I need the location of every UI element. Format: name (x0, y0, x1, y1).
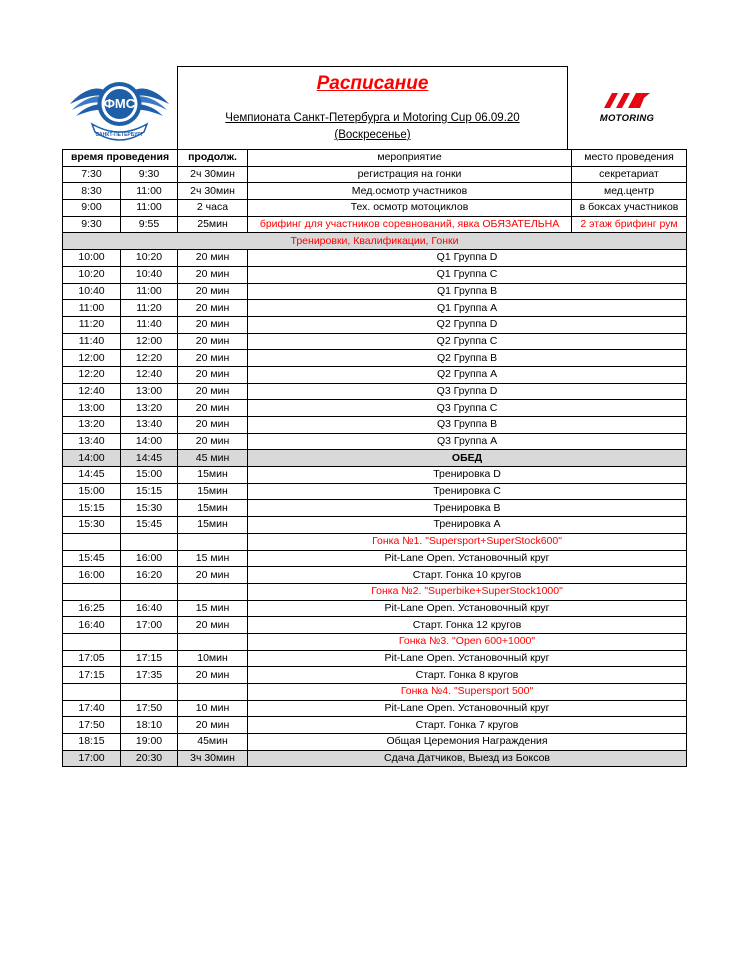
start-time: 17:50 (63, 717, 121, 734)
race-end-cell (121, 684, 178, 701)
start-time: 11:20 (63, 316, 121, 333)
start-time: 17:15 (63, 667, 121, 684)
table-row (63, 333, 687, 350)
end-time: 9:30 (121, 166, 178, 183)
event-name: Тренировка C (248, 483, 687, 500)
event-name: Тренировка D (248, 467, 687, 484)
table-row (63, 667, 687, 684)
event-name: Старт. Гонка 10 кругов (248, 567, 687, 584)
duration: 20 мин (178, 667, 248, 684)
race-start-cell (63, 533, 121, 550)
end-time: 12:20 (121, 350, 178, 367)
duration: 45 мин (178, 450, 248, 467)
table-row (63, 550, 687, 567)
fms-logo (62, 66, 177, 149)
duration: 20 мин (178, 350, 248, 367)
event-name: Старт. Гонка 8 кругов (248, 667, 687, 684)
end-time: 13:00 (121, 383, 178, 400)
race-title: Гонка №1. "Supersport+SuperStock600" (248, 533, 687, 550)
table-row (63, 183, 687, 200)
race-end-cell (121, 533, 178, 550)
column-header-time: время проведения (63, 150, 178, 167)
start-time: 17:05 (63, 650, 121, 667)
schedule-header (62, 66, 686, 149)
event-name: Q1 Группа A (248, 300, 687, 317)
event-name: Тренировка B (248, 500, 687, 517)
table-row (63, 700, 687, 717)
end-time: 14:00 (121, 433, 178, 450)
table-row (63, 166, 687, 183)
table-row (63, 250, 687, 267)
table-row (63, 400, 687, 417)
race-start-cell (63, 633, 121, 650)
end-time: 15:30 (121, 500, 178, 517)
duration: 2ч 30мин (178, 166, 248, 183)
duration: 20 мин (178, 316, 248, 333)
end-time: 17:35 (121, 667, 178, 684)
start-time: 18:15 (63, 734, 121, 751)
race-dur-cell (178, 583, 248, 600)
race-title: Гонка №4. "Supersport 500" (248, 684, 687, 701)
race-header-row (63, 633, 687, 650)
event-name: брифинг для участников соревнований, явка ОБЯЗАТЕЛЬНА (248, 216, 572, 233)
start-time: 15:15 (63, 500, 121, 517)
end-time: 17:50 (121, 700, 178, 717)
event-name: Тех. осмотр мотоциклов (248, 200, 572, 217)
start-time: 16:00 (63, 567, 121, 584)
start-time: 10:00 (63, 250, 121, 267)
start-time: 9:30 (63, 216, 121, 233)
header-title-box (177, 66, 568, 149)
event-name: Q3 Группа A (248, 433, 687, 450)
event-name: регистрация на гонки (248, 166, 572, 183)
section-row (63, 233, 687, 250)
duration: 20 мин (178, 266, 248, 283)
start-time: 12:20 (63, 366, 121, 383)
event-name: Общая Церемония Награждения (248, 734, 687, 751)
end-time: 12:40 (121, 366, 178, 383)
start-time: 15:45 (63, 550, 121, 567)
event-name: Pit-Lane Open. Установочный круг (248, 550, 687, 567)
table-row (63, 483, 687, 500)
race-title: Гонка №3. "Open 600+1000" (248, 633, 687, 650)
event-name: ОБЕД (248, 450, 687, 467)
race-header-row (63, 533, 687, 550)
table-row (63, 433, 687, 450)
start-time: 13:00 (63, 400, 121, 417)
race-end-cell (121, 633, 178, 650)
table-row (63, 450, 687, 467)
page-title: Расписание (316, 73, 429, 94)
end-time: 11:40 (121, 316, 178, 333)
end-time: 17:00 (121, 617, 178, 634)
start-time: 14:00 (63, 450, 121, 467)
table-row (63, 467, 687, 484)
event-name: Pit-Lane Open. Установочный круг (248, 700, 687, 717)
event-name: Мед.осмотр участников (248, 183, 572, 200)
start-time: 9:00 (63, 200, 121, 217)
start-time: 11:40 (63, 333, 121, 350)
end-time: 17:15 (121, 650, 178, 667)
end-time: 11:00 (121, 283, 178, 300)
table-row (63, 383, 687, 400)
table-row (63, 350, 687, 367)
table-row (63, 216, 687, 233)
table-row (63, 617, 687, 634)
event-name: Сдача Датчиков, Выезд из Боксов (248, 750, 687, 767)
event-name: Старт. Гонка 12 кругов (248, 617, 687, 634)
duration: 3ч 30мин (178, 750, 248, 767)
duration: 15 мин (178, 550, 248, 567)
start-time: 16:25 (63, 600, 121, 617)
event-name: Q1 Группа B (248, 283, 687, 300)
end-time: 16:00 (121, 550, 178, 567)
race-end-cell (121, 583, 178, 600)
race-header-row (63, 684, 687, 701)
duration: 20 мин (178, 567, 248, 584)
event-name: Q2 Группа B (248, 350, 687, 367)
schedule-table-body (63, 150, 687, 767)
table-row (63, 600, 687, 617)
table-row (63, 750, 687, 767)
race-title: Гонка №2. "Superbike+SuperStock1000" (248, 583, 687, 600)
duration: 20 мин (178, 250, 248, 267)
duration: 20 мин (178, 417, 248, 434)
event-name: Q1 Группа C (248, 266, 687, 283)
duration: 25мин (178, 216, 248, 233)
table-row (63, 283, 687, 300)
schedule-table (62, 149, 687, 767)
duration: 20 мин (178, 433, 248, 450)
column-header-event: мероприятие (248, 150, 572, 167)
end-time: 15:15 (121, 483, 178, 500)
table-row (63, 200, 687, 217)
duration: 15мин (178, 517, 248, 534)
duration: 15мин (178, 500, 248, 517)
event-name: Q3 Группа C (248, 400, 687, 417)
end-time: 13:40 (121, 417, 178, 434)
start-time: 12:40 (63, 383, 121, 400)
race-dur-cell (178, 533, 248, 550)
start-time: 17:00 (63, 750, 121, 767)
start-time: 15:00 (63, 483, 121, 500)
event-place: секретариат (572, 166, 687, 183)
start-time: 10:20 (63, 266, 121, 283)
table-row (63, 717, 687, 734)
table-header-row (63, 150, 687, 167)
table-row (63, 517, 687, 534)
event-name: Q3 Группа B (248, 417, 687, 434)
start-time: 13:40 (63, 433, 121, 450)
duration: 20 мин (178, 400, 248, 417)
page-subtitle: Чемпионата Санкт-Петербурга и Motoring Cup 06.09.20 (225, 112, 520, 124)
end-time: 11:20 (121, 300, 178, 317)
start-time: 12:00 (63, 350, 121, 367)
event-place: в боксах участников (572, 200, 687, 217)
fms-logo-caption: САНКТ-ПЕТЕРБУРГ (95, 132, 144, 138)
race-header-row (63, 583, 687, 600)
table-row (63, 417, 687, 434)
start-time: 10:40 (63, 283, 121, 300)
duration: 20 мин (178, 717, 248, 734)
duration: 20 мин (178, 283, 248, 300)
end-time: 15:00 (121, 467, 178, 484)
end-time: 18:10 (121, 717, 178, 734)
event-name: Q1 Группа D (248, 250, 687, 267)
duration: 20 мин (178, 333, 248, 350)
end-time: 11:00 (121, 200, 178, 217)
end-time: 16:20 (121, 567, 178, 584)
start-time: 11:00 (63, 300, 121, 317)
fms-logo-text: ФМС (103, 96, 136, 111)
duration: 2 часа (178, 200, 248, 217)
end-time: 15:45 (121, 517, 178, 534)
table-row (63, 734, 687, 751)
race-start-cell (63, 684, 121, 701)
end-time: 9:55 (121, 216, 178, 233)
start-time: 16:40 (63, 617, 121, 634)
motoring-logo-icon (568, 84, 686, 134)
event-place: 2 этаж брифинг рум (572, 216, 687, 233)
duration: 15 мин (178, 600, 248, 617)
page-subtitle-day: (Воскресенье) (334, 129, 411, 141)
event-place: мед.центр (572, 183, 687, 200)
column-header-place: место проведения (572, 150, 687, 167)
end-time: 11:00 (121, 183, 178, 200)
motoring-logo-text: MOTORING (599, 113, 655, 124)
event-name: Старт. Гонка 7 кругов (248, 717, 687, 734)
end-time: 19:00 (121, 734, 178, 751)
end-time: 20:30 (121, 750, 178, 767)
duration: 20 мин (178, 366, 248, 383)
duration: 20 мин (178, 383, 248, 400)
duration: 20 мин (178, 617, 248, 634)
end-time: 16:40 (121, 600, 178, 617)
start-time: 13:20 (63, 417, 121, 434)
start-time: 17:40 (63, 700, 121, 717)
table-row (63, 266, 687, 283)
table-row (63, 366, 687, 383)
table-row (63, 500, 687, 517)
duration: 15мин (178, 483, 248, 500)
race-dur-cell (178, 633, 248, 650)
duration: 20 мин (178, 300, 248, 317)
table-row (63, 316, 687, 333)
table-row (63, 567, 687, 584)
event-name: Q2 Группа D (248, 316, 687, 333)
start-time: 14:45 (63, 467, 121, 484)
end-time: 10:20 (121, 250, 178, 267)
start-time: 8:30 (63, 183, 121, 200)
event-name: Pit-Lane Open. Установочный круг (248, 600, 687, 617)
race-dur-cell (178, 684, 248, 701)
start-time: 15:30 (63, 517, 121, 534)
end-time: 10:40 (121, 266, 178, 283)
race-start-cell (63, 583, 121, 600)
duration: 15мин (178, 467, 248, 484)
end-time: 13:20 (121, 400, 178, 417)
event-name: Q2 Группа C (248, 333, 687, 350)
event-name: Pit-Lane Open. Установочный круг (248, 650, 687, 667)
motoring-logo (568, 66, 686, 149)
section-title: Тренировки, Квалификации, Гонки (63, 233, 687, 250)
event-name: Тренировка A (248, 517, 687, 534)
start-time: 7:30 (63, 166, 121, 183)
table-row (63, 300, 687, 317)
duration: 10 мин (178, 700, 248, 717)
duration: 10мин (178, 650, 248, 667)
end-time: 14:45 (121, 450, 178, 467)
event-name: Q2 Группа A (248, 366, 687, 383)
duration: 2ч 30мин (178, 183, 248, 200)
duration: 45мин (178, 734, 248, 751)
table-row (63, 650, 687, 667)
column-header-duration: продолж. (178, 150, 248, 167)
event-name: Q3 Группа D (248, 383, 687, 400)
end-time: 12:00 (121, 333, 178, 350)
